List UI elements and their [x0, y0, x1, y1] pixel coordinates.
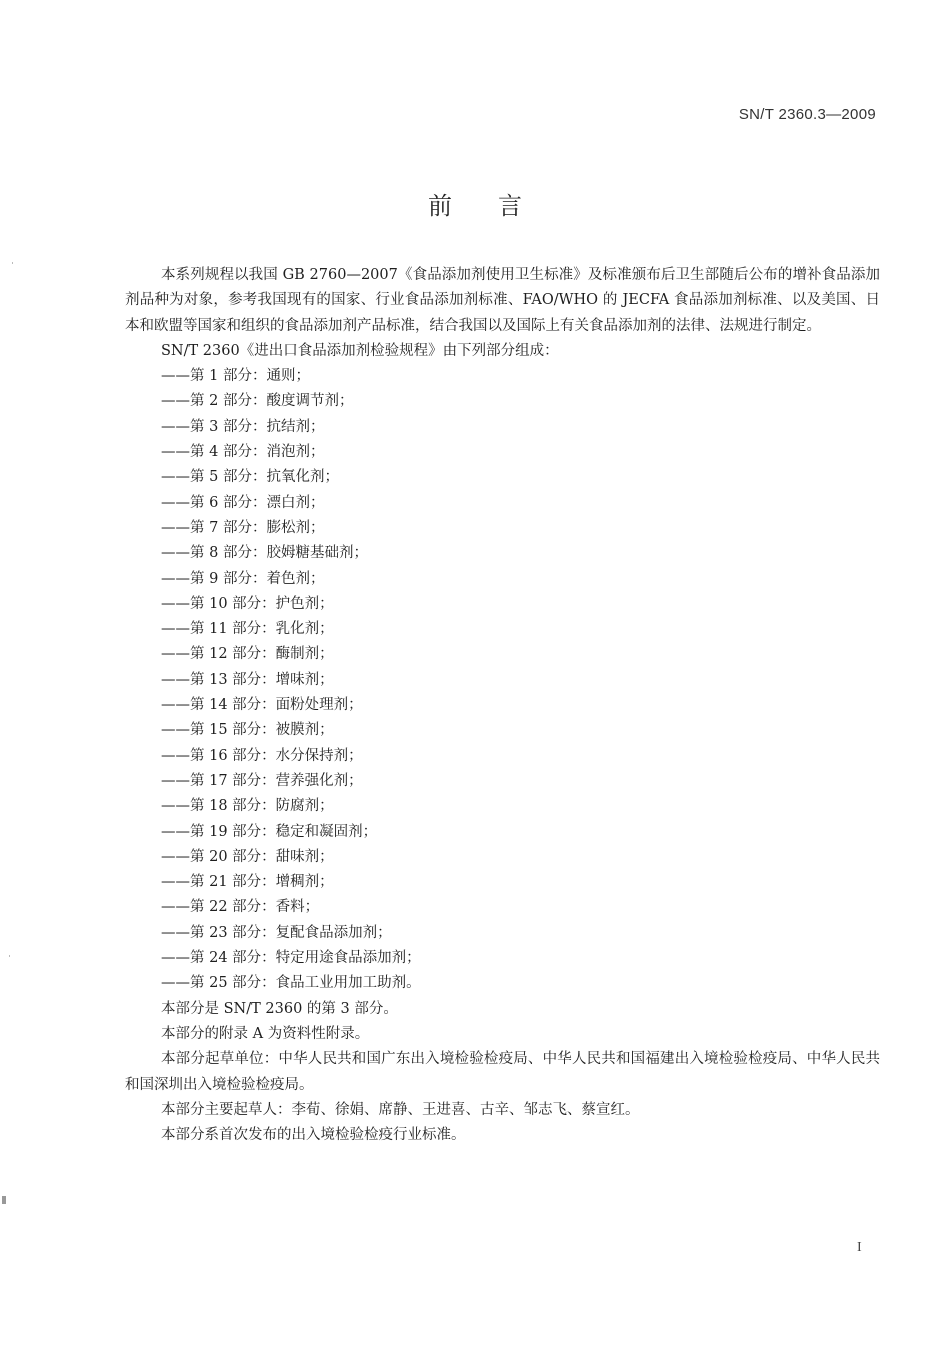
list-item: ——第 18 部分：防腐剂；: [161, 798, 334, 815]
list-item: ——第 1 部分：通则；: [161, 368, 310, 385]
drafting-units: 本部分起草单位：中华人民共和国广东出入境检验检疫局、中华人民共和国福建出入境检验检疫局、中华人民共和国深圳出入境检验检疫局。: [125, 1051, 880, 1093]
list-item: ——第 13 部分：增味剂；: [161, 671, 334, 688]
parts-list: [125, 364, 880, 996]
page-title: 前言: [428, 192, 568, 220]
list-item: ——第 5 部分：抗氧化剂；: [161, 469, 339, 486]
list-item: ——第 14 部分：面粉处理剂；: [161, 697, 363, 714]
drafters: 本部分主要起草人：李荀、徐娟、席静、王进喜、古辛、邹志飞、蔡宣红。: [161, 1101, 640, 1118]
standard-number: SN/T 2360.3—2009: [738, 106, 876, 123]
list-item: ——第 8 部分：胶姆糖基础剂；: [161, 545, 368, 562]
list-item: ——第 10 部分：护色剂；: [161, 595, 334, 612]
list-item: ——第 16 部分：水分保持剂；: [161, 747, 363, 764]
list-item: ——第 15 部分：被膜剂；: [161, 722, 334, 739]
release-statement: 本部分系首次发布的出入境检验检疫行业标准。: [161, 1127, 466, 1144]
list-item: ——第 9 部分：着色剂；: [161, 570, 325, 587]
page-number: I: [857, 1240, 862, 1255]
scan-artifact-mark: [2, 1196, 6, 1204]
list-item: ——第 12 部分：酶制剂；: [161, 646, 334, 663]
list-item: ——第 7 部分：膨松剂；: [161, 519, 325, 536]
scan-artifact-mark: [9, 955, 10, 957]
intro-paragraph: 本系列规程以我国 GB 2760—2007《食品添加剂使用卫生标准》及标准颁布后卫生部随后公布的增补食品添加剂品种为对象，参考我国现有的国家、行业食品添加剂标准、FAO/WHO 的 JECFA 食品添加剂标准、以及美国、日本和欧盟等国家和组织的食品添加剂产品标准，结合我国以及国际上有关食品添加剂的法律、法规进行制定。: [125, 267, 880, 334]
list-item: ——第 11 部分：乳化剂；: [161, 621, 334, 638]
parts-lead-in: SN/T 2360《进出口食品添加剂检验规程》由下列部分组成：: [161, 342, 559, 359]
list-item: ——第 20 部分：甜味剂；: [161, 848, 334, 865]
list-item: ——第 25 部分：食品工业用加工助剂。: [161, 975, 421, 992]
list-item: ——第 24 部分：特定用途食品添加剂；: [161, 950, 421, 967]
list-item: ——第 22 部分：香料；: [161, 899, 320, 916]
part-statement: 本部分是 SN/T 2360 的第 3 部分。: [161, 1000, 398, 1017]
list-item: ——第 3 部分：抗结剂；: [161, 418, 325, 435]
list-item: ——第 19 部分：稳定和凝固剂；: [161, 823, 378, 840]
list-item: ——第 4 部分：消泡剂；: [161, 444, 325, 461]
list-item: ——第 17 部分：营养强化剂；: [161, 772, 363, 789]
list-item: ——第 23 部分：复配食品添加剂；: [161, 924, 392, 941]
list-item: ——第 6 部分：漂白剂；: [161, 494, 325, 511]
list-item: ——第 2 部分：酸度调节剂；: [161, 393, 354, 410]
document-body: [125, 263, 880, 1148]
list-item: ——第 21 部分：增稠剂；: [161, 874, 334, 891]
appendix-statement: 本部分的附录 A 为资料性附录。: [161, 1025, 370, 1042]
scan-artifact-mark: [12, 262, 13, 264]
